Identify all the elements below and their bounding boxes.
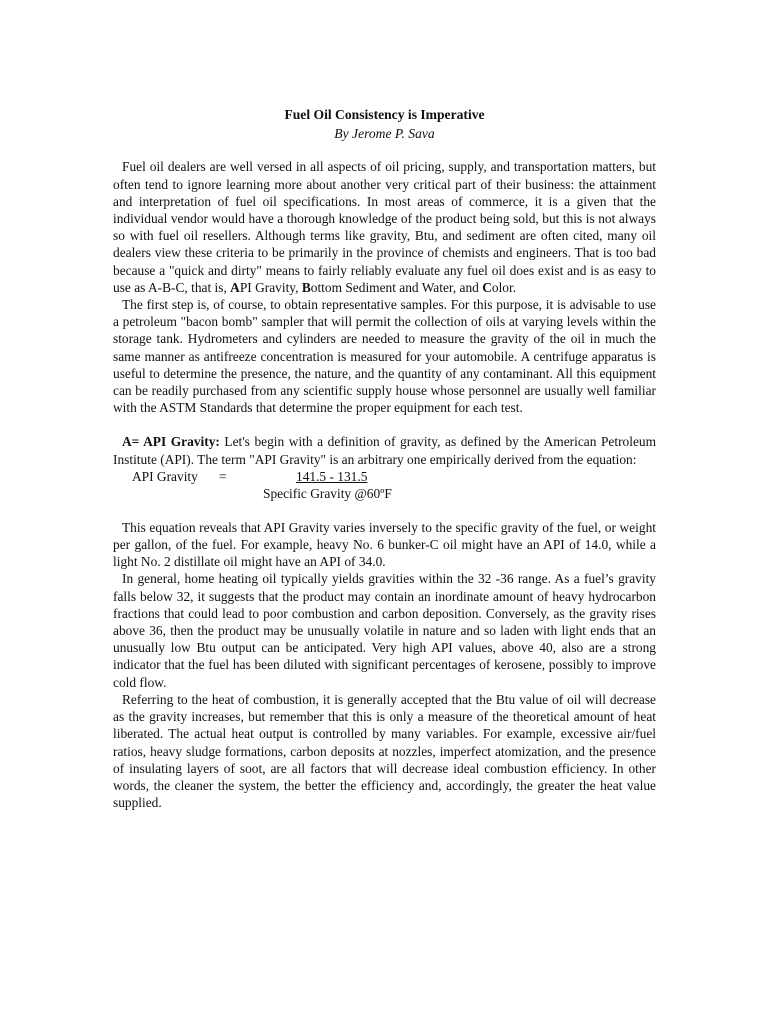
api-initial: A [230, 279, 240, 295]
api-gravity-paragraph [113, 433, 656, 467]
equation-equals: = [219, 468, 227, 484]
api-gravity-equation [113, 468, 656, 502]
color-initial: C [482, 279, 492, 295]
equation-explanation-paragraph: This equation reveals that API Gravity varies inversely to the specific gravity of the fuel, or weight per gallon, of the fuel. For example, heavy No. 6 bunker-C oil might have an API of 14.0, while a light No. 2 distillate oil might have an API of 34.0. [113, 519, 656, 570]
intro-paragraph [113, 158, 656, 296]
api-rest: PI Gravity, [239, 279, 302, 295]
intro-text: Fuel oil dealers are well versed in all aspects of oil pricing, supply, and transportation matters, but often tend to ignore learning more about another very critical part of their business: the attainment and interpretation of fuel oil specifications. In most areas of commerce, it is a given that the individual vendor would have a thorough knowledge of the product being sold, but this is not always so with fuel oil resellers. Although terms like gravity, Btu, and sediment are often cited, many oil dealers view these criteria to be primarily in the province of chemists and engineers. That is too bad because a "quick and dirty" means to fairly reliably evaluate any fuel oil does exist and is as easy to use as A-B-C, that is, [113, 159, 656, 295]
equation-denominator: Specific Gravity @60ºF [263, 485, 392, 501]
document-body [113, 106, 656, 811]
gravity-range-paragraph: In general, home heating oil typically yields gravities within the 32 -36 range. As a fuel’s gravity falls below 32, it suggests that the product may contain an inordinate amount of heavy hydrocarbon fractions that could lead to poor combustion and carbon deposition. Conversely, as the gravity rises above 36, then the product may be unusually volatile in nature and so laden with light ends that an unusually low Btu output can be anticipated. Very high API values, above 40, also are a strong indicator that the fuel has been diluted with significant percentages of kerosene, possibly to improve cold flow. [113, 571, 656, 690]
equation-numerator: 141.5 - 131.5 [296, 468, 368, 484]
sampling-paragraph: The first step is, of course, to obtain representative samples. For this purpose, it is advisable to use a petroleum "bacon bomb" sampler that will permit the collection of oils at varying levels within the storage tank. Hydrometers and cylinders are needed to measure the gravity of the oil in much the same manner as antifreeze concentration is measured for your automobile. A centrifuge apparatus is useful to determine the presence, the nature, and the quantity of any contaminant. All this equipment can be readily purchased from any scientific supply house whose personnel are usually well familiar with the ASTM Standards that determine the proper equipment for each test. [113, 297, 656, 416]
section-heading-api-gravity: A= API Gravity: [122, 434, 220, 450]
equation-lhs: API Gravity [132, 468, 198, 484]
api-gravity-intro: Let's begin with a definition of gravity, as defined by the American Petroleum Institute (API). The term "API Gravity" is an arbitrary one empirically derived from the equation: [113, 434, 657, 467]
bottom-rest: ottom Sediment and Water, and [310, 279, 483, 295]
spacer [113, 416, 656, 433]
bottom-initial: B [301, 279, 311, 295]
heat-of-combustion-paragraph: Referring to the heat of combustion, it is generally accepted that the Btu value of oil will decrease as the gravity increases, but remember that this is only a measure of the theoretical amount of heat liberated. The actual heat output is controlled by many variables. For example, excessive air/fuel ratios, heavy sludge formations, carbon deposits at nozzles, imperfect atomization, and the presence of insulating layers of soot, are all factors that will decrease ideal combustion efficiency. In other words, the cleaner the system, the better the efficiency and, accordingly, the greater the heat value supplied. [113, 691, 656, 811]
color-rest: olor. [491, 279, 517, 295]
spacer [113, 502, 656, 519]
document-byline: By Jerome P. Sava [334, 126, 435, 142]
document-title: Fuel Oil Consistency is Imperative [284, 107, 485, 122]
